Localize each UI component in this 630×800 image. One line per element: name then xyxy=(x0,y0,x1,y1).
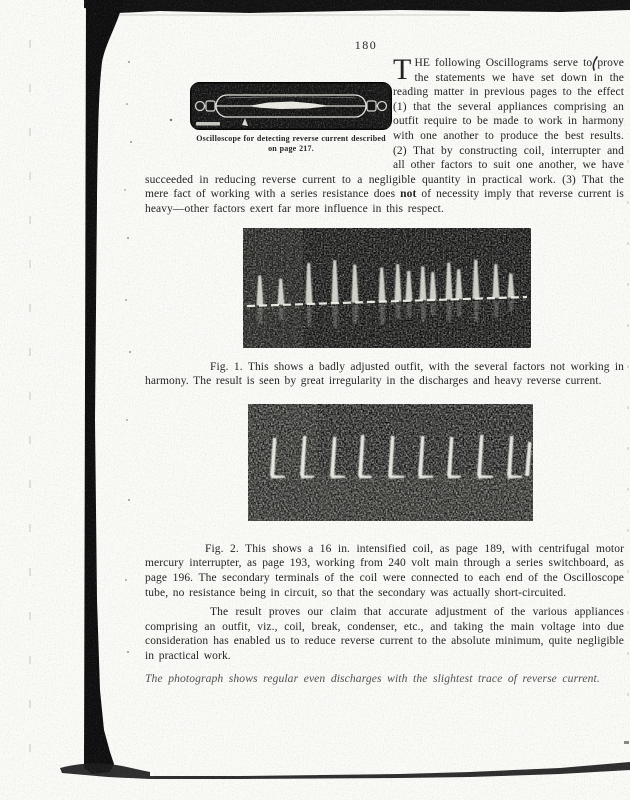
drop-cap: T xyxy=(393,53,412,86)
fig1-photo-svg xyxy=(243,228,531,348)
tube-left-terminal xyxy=(196,102,205,111)
tube-right-terminal xyxy=(378,102,387,111)
intro-bold-word: not xyxy=(400,188,417,201)
result-paragraph: The result proves our claim that accurate adjustment of the various appliances comprising an outfit, viz., coil, break, condenser, etc., and taking the main voltage into due consideration has enabled us to reduce reverse current to the absolute minimum, quite negligible in practical work. xyxy=(145,606,624,662)
fig1-photo xyxy=(243,228,531,348)
maker-mark xyxy=(196,122,220,126)
intro-text-1: HE following Oscillograms serve to prove the statements we have set down in the reading matter in previous pages to the effect (1) that the several appliances comprising an outfit require to be made to work in harmony with one another to produce the best results. (2) That by constructing coil, interrupter and all other factors to suit one another, we have succeeded in reducing reverse current to a negligible quantity in practical work. (3) That the mere fact of working with a series resistance does xyxy=(145,57,624,201)
intro-text-2: of necessity imply that reverse current is heavy—other factors exert far more influence in this respect. xyxy=(145,188,624,215)
fig2-caption: Fig. 2. This shows a 16 in. intensified coil, as page 189, with centrifugal motor mercury interrupter, as page 193, working from 240 volt main through a series switchboard, as page 196. The secondary terminals of the coil were connected to each end of the Oscilloscope tube, no resistance being in circuit, so that the secondary was actually short-circuited. xyxy=(145,542,624,599)
tube-caption xyxy=(171,134,411,153)
page-number: 180 xyxy=(354,38,378,52)
oscilloscope-illustration-svg xyxy=(190,82,392,130)
text-column xyxy=(145,53,624,687)
footnote-italic: The photograph shows regular even discharges with the slightest trace of reverse current. xyxy=(145,672,600,686)
top-edge-artifact xyxy=(84,0,630,13)
left-binding-artifact xyxy=(84,0,124,774)
bottom-edge-artifact xyxy=(60,762,630,779)
fig2-photo-svg xyxy=(248,404,533,521)
tube-caption-line1: Oscilloscope for detecting reverse current described xyxy=(196,134,386,143)
fig2-photo xyxy=(248,404,533,521)
oscilloscope-figure xyxy=(145,56,393,159)
fig1-caption: Fig. 1. This shows a badly adjusted outfit, with the several factors not working in harmony. The result is seen by great irregularity in the discharges and heavy reverse current. xyxy=(145,360,624,388)
tube-caption-line2: on page 217. xyxy=(268,143,314,153)
